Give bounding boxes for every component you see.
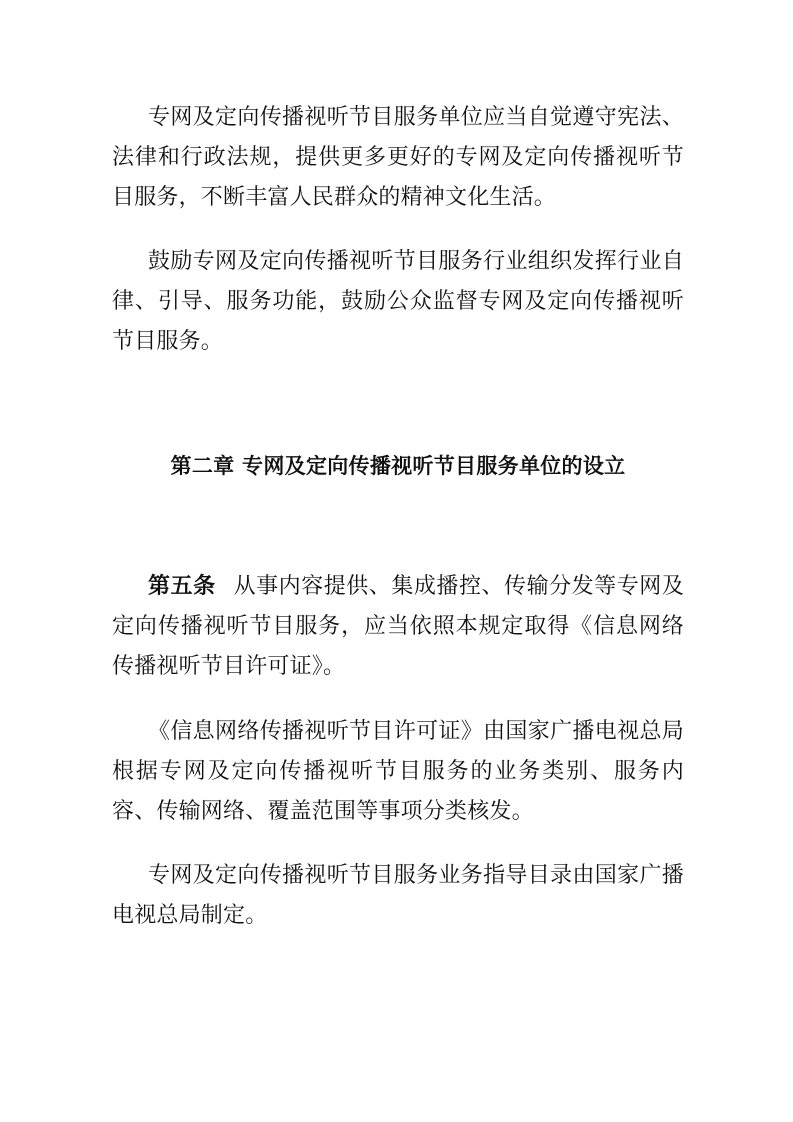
paragraph: 《信息网络传播视听节目许可证》由国家广播电视总局根据专网及定向传播视听节目服务的业务类别、服务内容、传输网络、覆盖范围等事项分类核发。	[112, 719, 684, 824]
chapter-heading: 第二章 专网及定向传播视听节目服务单位的设立	[170, 454, 626, 478]
paragraph: 专网及定向传播视听节目服务业务指导目录由国家广播电视总局制定。	[112, 863, 684, 928]
article-text: 从事内容提供、集成播控、传输分发等专网及定向传播视听节目服务，应当依照本规定取得《信息网络传播视听节目许可证》。	[112, 574, 684, 679]
article-paragraph	[112, 567, 684, 687]
article-label: 第五条	[148, 574, 216, 599]
paragraph: 专网及定向传播视听节目服务单位应当自觉遵守宪法、法律和行政法规，提供更多更好的专网及定向传播视听节目服务，不断丰富人民群众的精神文化生活。	[112, 105, 684, 210]
paragraph: 鼓励专网及定向传播视听节目服务行业组织发挥行业自律、引导、服务功能，鼓励公众监督专网及定向传播视听节目服务。	[112, 249, 684, 354]
